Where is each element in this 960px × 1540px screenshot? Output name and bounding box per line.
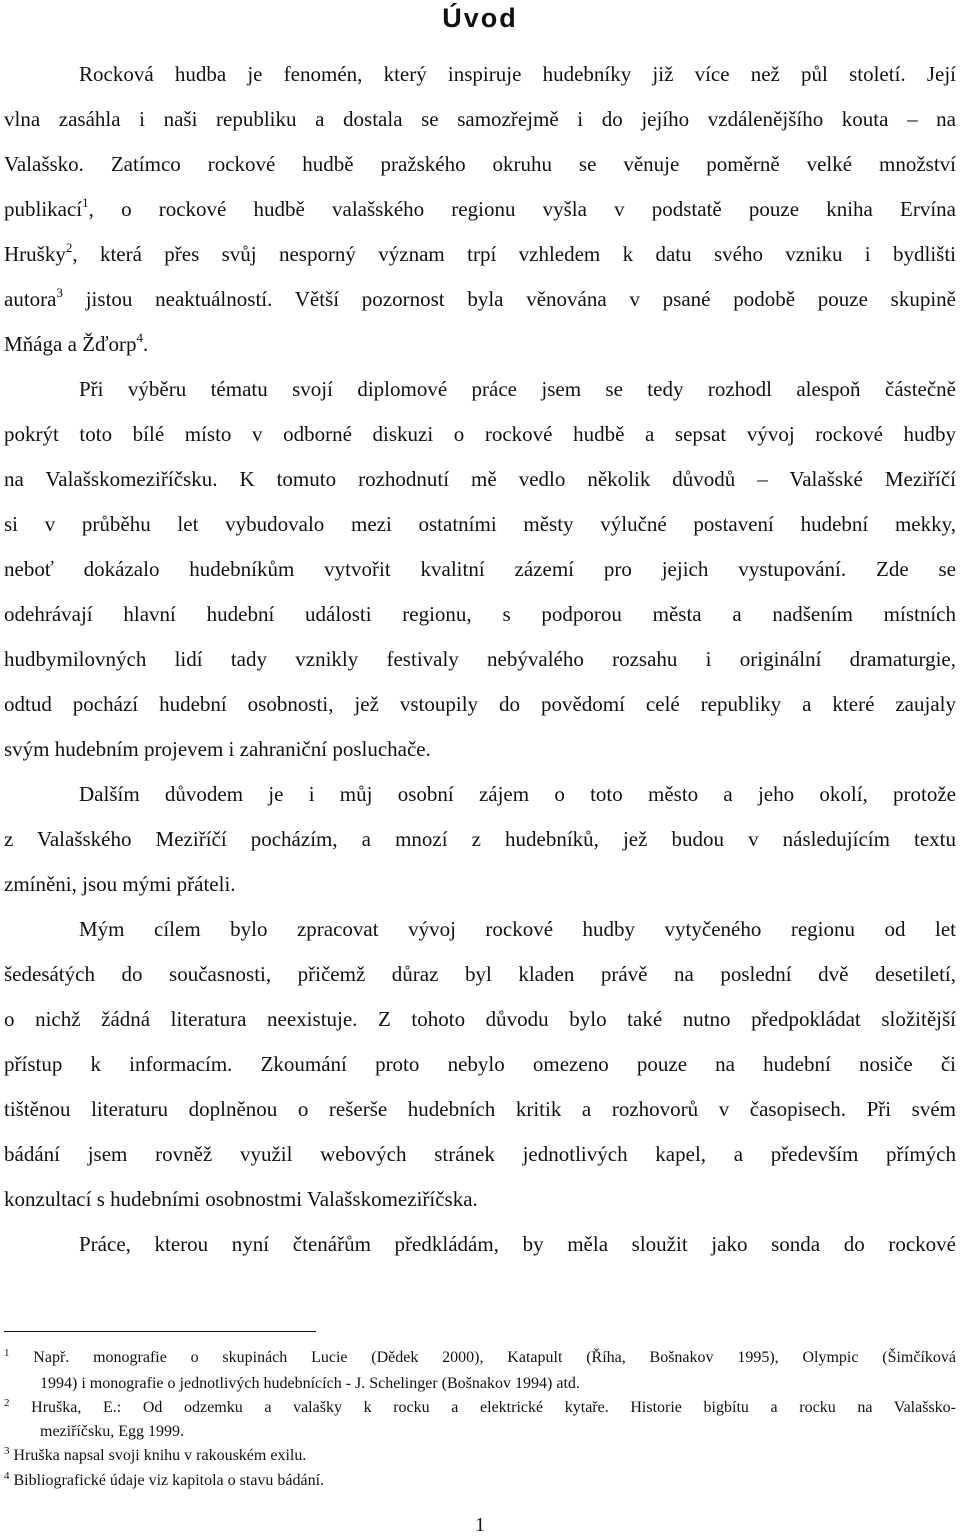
text-line: konzultací s hudebními osobnostmi Valašskomeziříčska.	[4, 1187, 478, 1211]
footnote-separator	[4, 1331, 316, 1332]
footnote: $^1$ Např. monografie o skupinách Lucie (Dědek 2000), Katapult (Říha, Bošnakov 1995), Olympic (Šimčíková	[4, 1347, 956, 1366]
text-line: o nichž žádná literatura neexistuje. Z tohoto důvodu bylo také nutno předpokládat složitější	[4, 1007, 956, 1031]
footnote: $^3$ Hruška napsal svoji knihu v rakouském exilu.	[4, 1445, 307, 1464]
text-line: tištěnou literaturu doplněnou o rešerše hudebních kritik a rozhovorů v časopisech. Při svém	[4, 1097, 956, 1121]
text-line: přístup k informacím. Zkoumání proto nebylo omezeno pouze na hudební nosiče či	[4, 1052, 956, 1076]
text-line: autora$^3$ jistou neaktuálností. Větší pozornost byla věnována v psané podobě pouze skupině	[4, 285, 956, 311]
text-line: Při výběru tématu svojí diplomové práce jsem se tedy rozhodl alespoň částečně	[79, 377, 956, 401]
text-line: bádání jsem rovněž využil webových stránek jednotlivých kapel, a především přímých	[4, 1142, 956, 1166]
text-line: Rocková hudba je fenomén, který inspiruje hudebníky již více než půl století. Její	[79, 62, 956, 86]
footnote: $^4$ Bibliografické údaje viz kapitola o stavu bádání.	[4, 1470, 325, 1489]
text-line: zmíněni, jsou mými přáteli.	[4, 872, 236, 896]
page-number: 1	[475, 1514, 485, 1536]
footnote-continuation: meziříčsku, Egg 1999.	[40, 1423, 184, 1440]
text-line: Práce, kterou nyní čtenářům předkládám, by měla sloužit jako sonda do rockové	[79, 1232, 956, 1256]
text-line: Mým cílem bylo zpracovat vývoj rockové hudby vytyčeného regionu od let	[79, 917, 956, 941]
text-line: šedesátých do současnosti, přičemž důraz byl kladen právě na poslední dvě desetiletí,	[4, 962, 956, 986]
footnote-ref: 2	[65, 240, 73, 255]
footnote: $^2$ Hruška, E.: Od odzemku a valašky k rocku a elektrické kytaře. Historie bigbítu a rocku na Valašsko-	[4, 1397, 956, 1416]
section-heading: Úvod	[442, 3, 518, 33]
text-line: na Valašskomeziříčsku. K tomuto rozhodnutí mě vedlo několik důvodů – Valašské Meziříčí	[4, 467, 956, 491]
text-line: si v průběhu let vybudovalo mezi ostatními městy výlučné postavení hudební mekky,	[4, 512, 956, 536]
text-line: Hrušky$^2$, která přes svůj nesporný význam trpí vzhledem k datu svého vzniku i bydlišti	[4, 240, 956, 266]
text-line: z Valašského Meziříčí pocházím, a mnozí z hudebníků, jež budou v následujícím textu	[4, 827, 956, 851]
text-line: neboť dokázalo hudebníkům vytvořit kvalitní zázemí pro jejich vystupování. Zde se	[4, 557, 956, 581]
text-line: odehrávají hlavní hudební události regionu, s podporou města a nadšením místních	[4, 602, 956, 626]
footnote-ref: 4	[136, 330, 144, 345]
footnote-continuation: 1994) i monografie o jednotlivých hudebnících - J. Schelinger (Bošnakov 1994) atd.	[40, 1375, 580, 1392]
text-line: odtud pochází hudební osobnosti, jež vstoupily do povědomí celé republiky a které zaujaly	[4, 692, 956, 716]
text-line: hudbymilovných lidí tady vznikly festivaly nebývalého rozsahu i originální dramaturgie,	[4, 647, 956, 671]
footnote-ref: 3	[56, 285, 63, 300]
footnote-ref: 1	[82, 195, 89, 210]
text-line: svým hudebním projevem i zahraniční posluchače.	[4, 737, 431, 761]
text-line: publikací$^1$, o rockové hudbě valašského regionu vyšla v podstatě pouze kniha Ervína	[4, 195, 956, 221]
text-line: vlna zasáhla i naši republiku a dostala se samozřejmě i do jejího vzdálenějšího kouta – na	[4, 107, 956, 131]
text-line: pokrýt toto bílé místo v odborné diskuzi o rockové hudbě a sepsat vývoj rockové hudby	[4, 422, 956, 446]
text-line: Mňága a Žďorp$^4$.	[4, 330, 149, 356]
text-line: Dalším důvodem je i můj osobní zájem o toto město a jeho okolí, protože	[79, 782, 956, 806]
text-line: Valašsko. Zatímco rockové hudbě pražského okruhu se věnuje poměrně velké množství	[4, 152, 956, 176]
